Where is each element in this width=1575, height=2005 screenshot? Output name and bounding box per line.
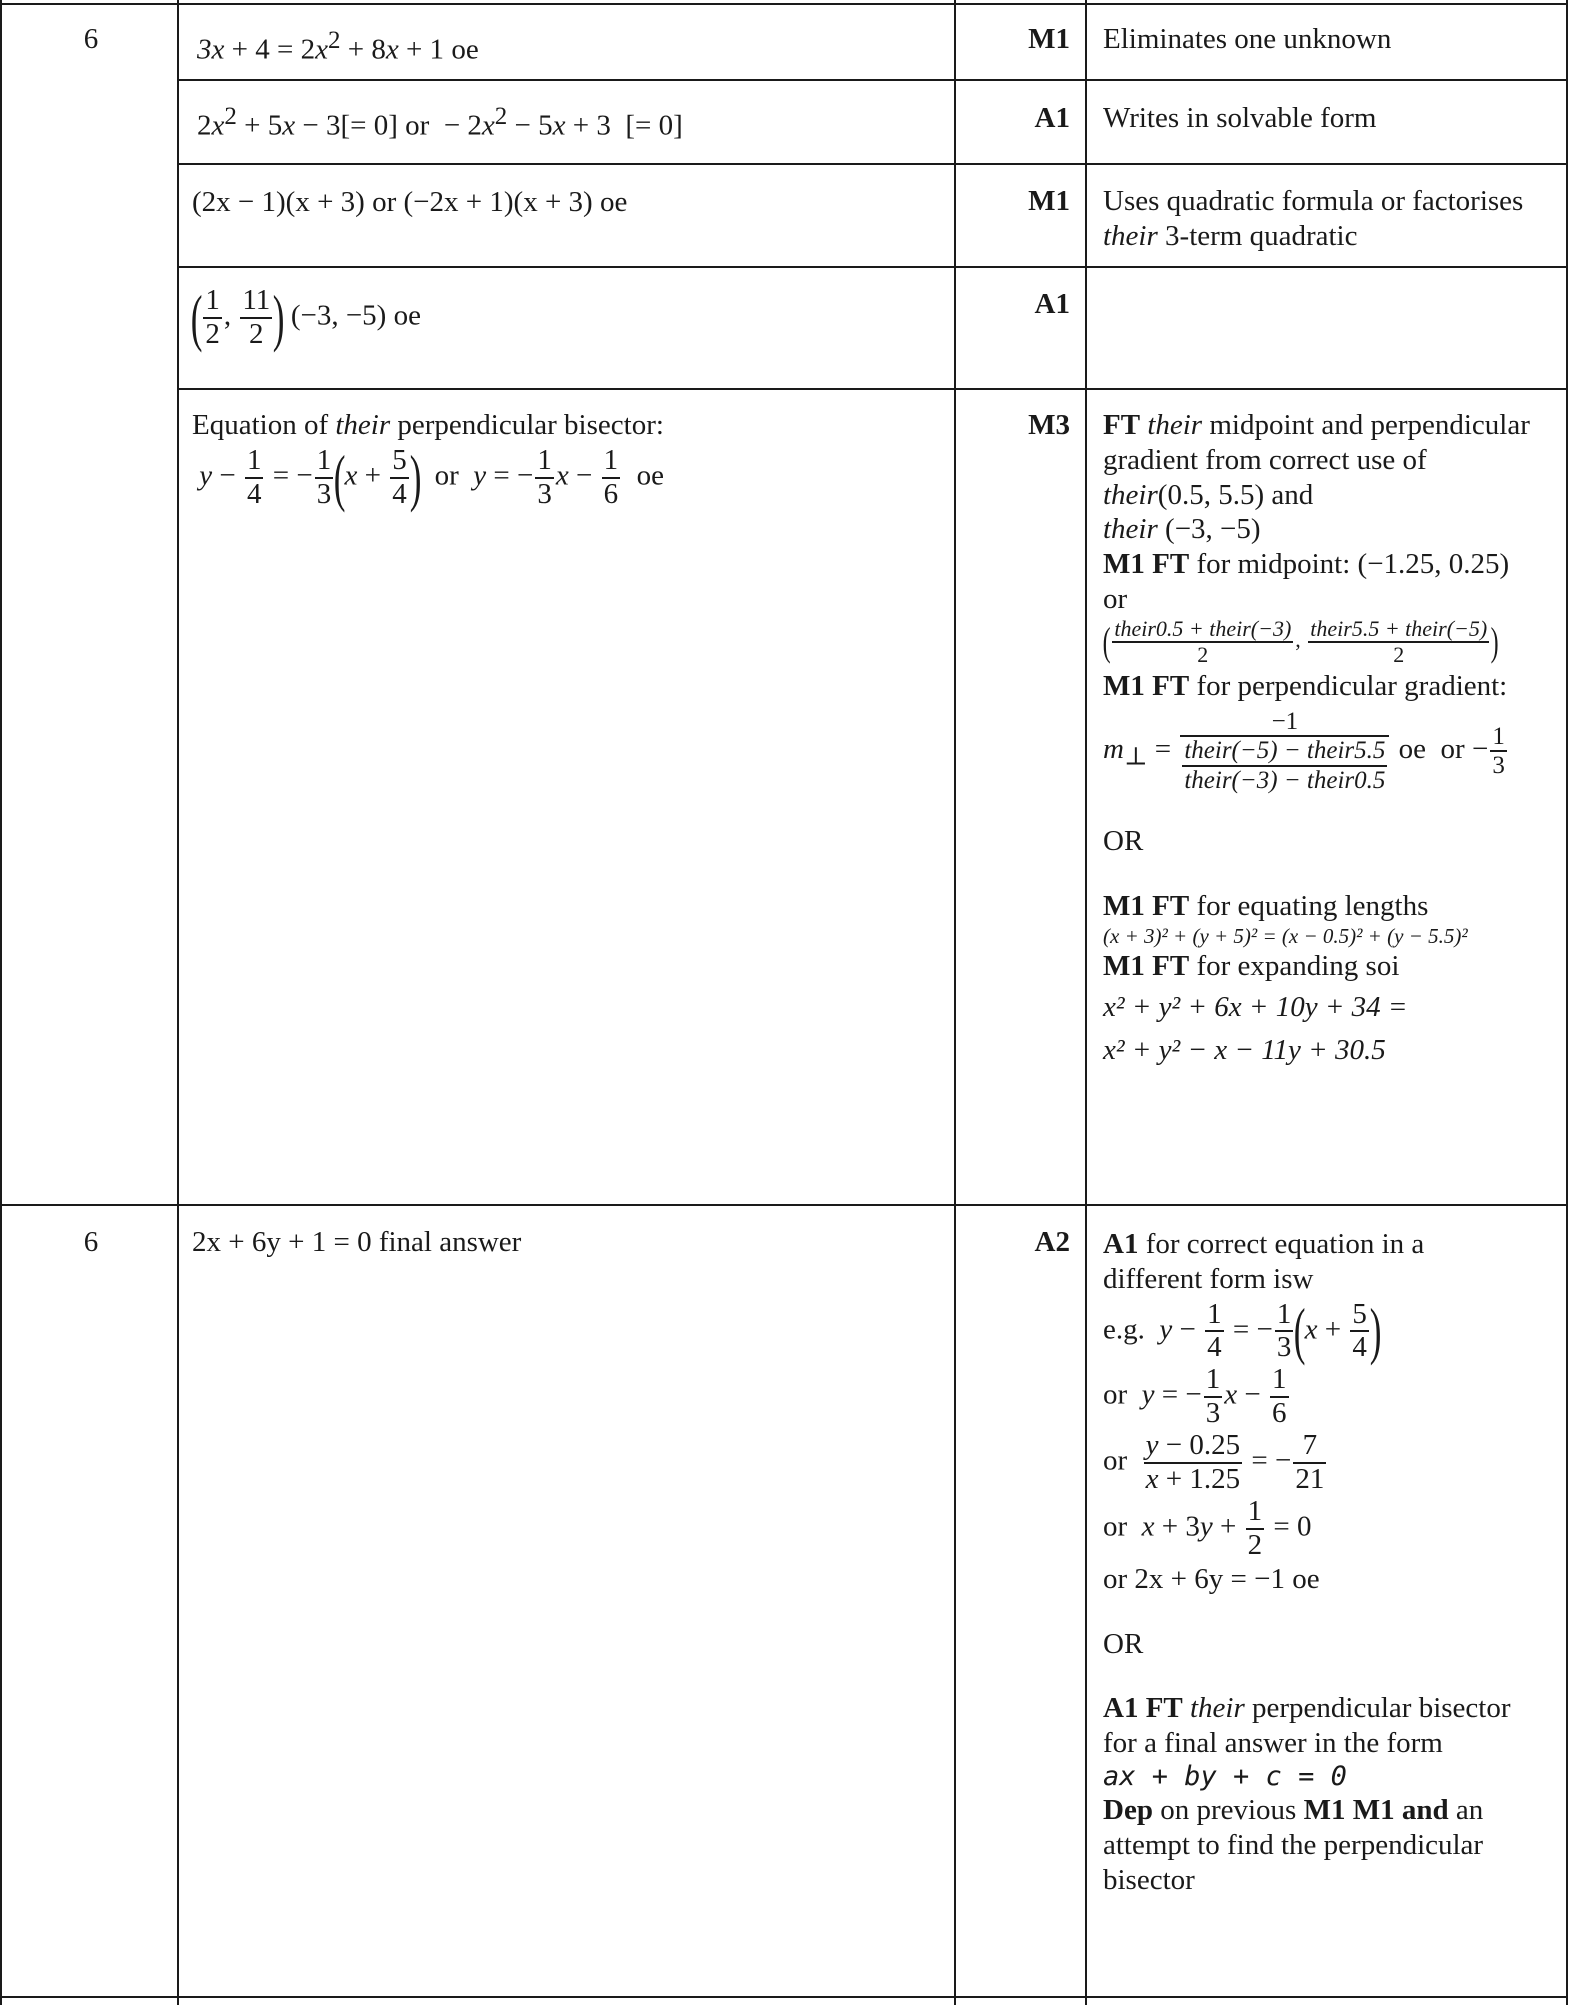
mark-code: M3	[1028, 409, 1070, 441]
a1ft-label: A1 FT	[1103, 1692, 1183, 1725]
oe-label: oe	[1398, 732, 1427, 765]
m1ft-label: M1 FT	[1103, 950, 1190, 983]
lengths-equation: (x + 3)² + (y + 5)² = (x − 0.5)² + (y − 5.5)²	[1103, 924, 1468, 949]
or-label: or	[1103, 1444, 1128, 1477]
midpoint-numerator: their0.5 + their(−3)	[1114, 615, 1292, 641]
a1-label: A1	[1103, 1228, 1139, 1260]
oe-label: oe	[451, 33, 479, 66]
gradient-symbol: m	[1103, 732, 1124, 765]
expanded-equation: x² + y² − x − 11y + 30.5	[1103, 1033, 1386, 1066]
answer-final: 2x + 6y + 1 = 0 final answer	[192, 1226, 522, 1258]
their-label: their	[1103, 219, 1158, 252]
mark-code: A1	[1034, 102, 1070, 134]
guidance-line: 3-term quadratic	[1165, 219, 1358, 252]
guidance-line: for correct equation in a	[1145, 1228, 1425, 1260]
mark-code: A2	[1034, 1226, 1070, 1258]
guidance-line: or 2x + 6y = −1 oe	[1103, 1562, 1320, 1595]
point-b: (−3, −5) oe	[290, 299, 421, 332]
gradient-numerator: −1	[1180, 708, 1389, 738]
gradient-inner-denominator: their(−3) − their0.5	[1184, 766, 1386, 794]
guidance-line: attempt to find the perpendicular	[1103, 1829, 1484, 1862]
guidance-line: (0.5, 5.5) and	[1157, 478, 1314, 511]
guidance-line: on previous	[1160, 1794, 1297, 1827]
answer-factorised	[192, 185, 627, 220]
guidance-text	[1103, 184, 1523, 254]
eg-label: e.g.	[1103, 1313, 1145, 1346]
grid-line-left	[0, 0, 2, 2005]
grid-line-col3	[1085, 0, 1087, 2005]
row-border-top	[0, 3, 1568, 5]
factor-form-a: (2x − 1)(x + 3)	[192, 186, 365, 218]
row-border	[177, 79, 1568, 81]
row-border	[177, 266, 1568, 268]
midpoint-numerator: their5.5 + their(−5)	[1310, 615, 1488, 641]
or-label: or	[405, 109, 430, 142]
their-label: their	[1190, 1692, 1245, 1725]
answer-equation: $2x^2 + 5x - 3[= 0]$ or − $2x^2 - 5x + 3$ [= 0]	[197, 103, 683, 142]
answer-points: ( $\frac{1}{2}$ , $\frac{11}{2}$ ) (−3, −5) oe	[190, 281, 421, 353]
their-label: their	[1147, 409, 1203, 441]
or-label: or	[1103, 1378, 1128, 1411]
oe-label: oe	[636, 459, 664, 492]
answer-equation: $3x + 4 = 2x^2 + 8x + 1$ oe	[197, 27, 479, 66]
their-label: their	[1103, 513, 1158, 546]
mark-code: M1	[1028, 23, 1070, 55]
their-label: their	[335, 409, 391, 441]
midpoint-denominator: 2	[1197, 641, 1209, 667]
guidance-line: for equating lengths	[1196, 890, 1429, 923]
guidance-text: Writes in solvable form	[1103, 102, 1377, 134]
mark-code: M1	[1028, 185, 1070, 217]
guidance-line: for a final answer in the form	[1103, 1727, 1443, 1760]
question-number: 6	[83, 23, 99, 55]
m1ft-label: M1 FT	[1103, 670, 1190, 703]
guidance-block: FT their midpoint and perpendicular gradient from correct use of their(0.5, 5.5) and their (−3, −5) M1 FT for midpoint: (−1.25, 0.25) or ( $\frac{\text{their0.5 + their(−3)}}{2}$ , $\frac{\text{their5.5 + their(−5)}}{2}$ ) M1 FT for perpendicular gradient: $m_\perp$ = $\frac{-1}{\frac{\text{their(−5) − their5.5}}{\text{their(−3) − their0.5}}}$ oe or − $\frac{1}{3}$ OR M1 FT for equating lengths (x + 3)² + (y + 5)² = (x − 0.5)² + (y − 5.5)² M1 FT for expanding soi x² + y² + 6x + 10y + 34 = x² + y² − x − 11y + 30.5	[1103, 408, 1565, 1068]
guidance-line: midpoint and perpendicular	[1209, 409, 1530, 441]
guidance-line: different form isw	[1103, 1262, 1314, 1295]
row-border-bottom	[0, 1996, 1568, 1998]
guidance-line: bisector	[1103, 1863, 1195, 1896]
question-number: 6	[83, 1226, 99, 1258]
dep-label: Dep	[1103, 1794, 1153, 1827]
or-label: or	[1440, 732, 1465, 765]
or-label: or	[1103, 1510, 1128, 1543]
row-border	[177, 388, 1568, 390]
guidance-line: gradient from correct use of	[1103, 443, 1427, 476]
guidance-line: perpendicular bisector	[1252, 1692, 1511, 1725]
or-label: or	[1103, 582, 1128, 615]
or-label: or	[434, 459, 459, 492]
m1ft-label: M1 FT	[1103, 890, 1190, 923]
guidance-line: an	[1455, 1794, 1484, 1827]
guidance-block: A1 for correct equation in a different form isw e.g. y − $\frac{1}{4}$ = − $\frac{1}{3}$ (x + $\frac{5}{4}$ ) or y = − $\frac{1}{3}$ x − $\frac{1}{6}$ or $\frac{y - 0.25}{x + 1.25}$ = − $\frac{7}{21}$ or x + 3y + $\frac{1}{2}$ = 0 or 2x + 6y = −1 oe OR A1 FT their perpendicular bisector for a final answer in the form ax + by + c = 0 Dep on previous M1 M1 and an attempt to find the perpendicular bisector	[1103, 1227, 1565, 1898]
gradient-inner-numerator: their(−5) − their5.5	[1184, 737, 1386, 765]
heading-text: perpendicular bisector:	[397, 409, 664, 441]
mark-reference: M1 M1 and	[1303, 1794, 1449, 1827]
ft-label: FT	[1103, 409, 1141, 441]
guidance-line: for expanding soi	[1196, 950, 1400, 983]
heading-text: Equation of	[192, 409, 329, 441]
mark-code: A1	[1034, 288, 1070, 320]
their-label: their	[1103, 478, 1158, 511]
grid-line-right	[1566, 0, 1568, 2005]
row-border	[177, 163, 1568, 165]
guidance-text: Eliminates one unknown	[1103, 23, 1392, 55]
m1ft-label: M1 FT	[1103, 548, 1190, 581]
factor-form-b: (−2x + 1)(x + 3) oe	[403, 186, 628, 218]
or-alternative-label: OR	[1103, 825, 1144, 858]
grid-line-col1	[177, 0, 179, 2005]
guidance-line: for perpendicular gradient:	[1196, 670, 1508, 703]
answer-bisector: Equation of their perpendicular bisector: y − $\frac{1}{4}$ = − $\frac{1}{3}$ (x + $\frac{5}{4}$ ) or y = − $\frac{1}{3}$ x − $\frac{1}{6}$ oe	[192, 409, 664, 513]
general-form: ax + by + c = 0	[1103, 1760, 1347, 1792]
expanded-equation: x² + y² + 6x + 10y + 34 =	[1103, 991, 1408, 1024]
or-alternative-label: OR	[1103, 1627, 1144, 1660]
guidance-line: Uses quadratic formula or factorises	[1103, 185, 1524, 217]
midpoint-denominator: 2	[1393, 641, 1405, 667]
guidance-line: (−3, −5)	[1165, 513, 1261, 546]
guidance-line: for midpoint: (−1.25, 0.25)	[1196, 548, 1510, 581]
or-label: or	[372, 186, 397, 218]
row-border	[0, 1204, 1568, 1206]
